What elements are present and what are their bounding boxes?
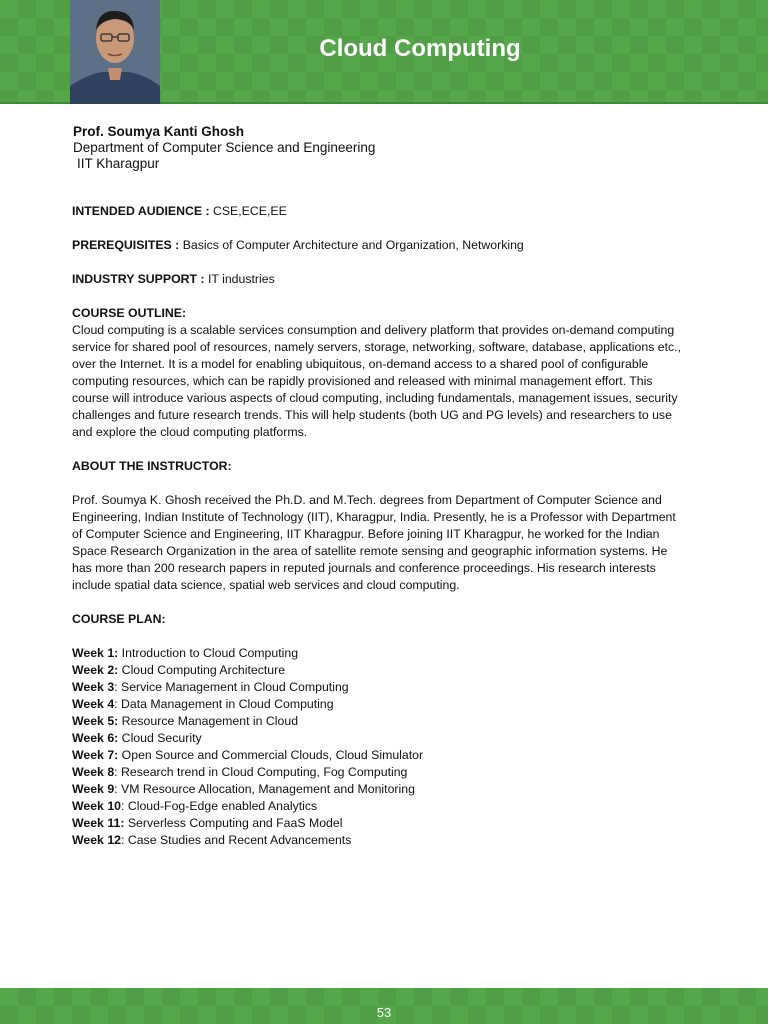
instructor-name: Prof. Soumya Kanti Ghosh: [73, 124, 245, 139]
week-item: [72, 747, 684, 764]
prerequisites-label: PREREQUISITES :: [72, 238, 180, 252]
week-item: [72, 781, 684, 798]
week-number: Week 5:: [72, 714, 119, 728]
week-number: Week 2:: [72, 663, 119, 677]
plan-heading: COURSE PLAN:: [72, 612, 166, 626]
week-topic: : Research trend in Cloud Computing, Fog Computing: [114, 765, 408, 779]
week-item: [72, 832, 684, 849]
audience-label: INTENDED AUDIENCE :: [72, 204, 210, 218]
prerequisites-line: [72, 237, 684, 254]
week-topic: Serverless Computing and FaaS Model: [124, 816, 343, 830]
course-content: [72, 203, 684, 849]
page-title: Cloud Computing: [319, 35, 521, 62]
week-number: Week 3: [72, 680, 115, 694]
page-number: 53: [376, 1005, 392, 1020]
instructor-photo: [70, 0, 160, 104]
week-item: [72, 645, 684, 662]
week-topic: : Cloud-Fog-Edge enabled Analytics: [121, 799, 318, 813]
outline-heading: COURSE OUTLINE:: [72, 306, 187, 320]
week-topic: : Data Management in Cloud Computing: [114, 697, 334, 711]
industry-label: INDUSTRY SUPPORT :: [72, 272, 205, 286]
week-number: Week 12: [72, 833, 121, 847]
week-number: Week 4: [72, 697, 115, 711]
week-topic: : Service Management in Cloud Computing: [114, 680, 349, 694]
industry-line: [72, 271, 684, 288]
industry-value: IT industries: [204, 272, 275, 286]
week-topic: : VM Resource Allocation, Management and Monitoring: [114, 782, 415, 796]
audience-line: [72, 203, 684, 220]
instructor-portrait-image: [70, 0, 160, 104]
week-number: Week 6:: [72, 731, 119, 745]
instructor-info: [73, 124, 375, 172]
week-number: Week 7:: [72, 748, 119, 762]
week-item: [72, 764, 684, 781]
instructor-institute: IIT Kharagpur: [77, 156, 160, 171]
prerequisites-value: Basics of Computer Architecture and Organization, Networking: [179, 238, 524, 252]
week-topic: Open Source and Commercial Clouds, Cloud Simulator: [118, 748, 424, 762]
week-number: Week 11:: [72, 816, 125, 830]
instructor-department: Department of Computer Science and Engineering: [73, 140, 376, 155]
week-item: [72, 815, 684, 832]
week-topic: : Case Studies and Recent Advancements: [121, 833, 352, 847]
week-item: [72, 679, 684, 696]
week-topic: Cloud Security: [118, 731, 202, 745]
week-topic: Introduction to Cloud Computing: [118, 646, 299, 660]
week-number: Week 8: [72, 765, 115, 779]
week-item: [72, 730, 684, 747]
week-number: Week 1:: [72, 646, 119, 660]
week-number: Week 9: [72, 782, 115, 796]
about-heading: ABOUT THE INSTRUCTOR:: [72, 459, 232, 473]
week-item: [72, 662, 684, 679]
about-text: Prof. Soumya K. Ghosh received the Ph.D. and M.Tech. degrees from Department of Computer Science and Engineering, Indian Institute of Technology (IIT), Kharagpur, India. Presently, he is a Professor with Department of Computer Science and Engineering, IIT Kharagpur. Before joining IIT Kharagpur, he worked for the Indian Space Research Organization in the area of satellite remote sensing and geographic information systems. He has more than 200 research papers in reputed journals and conference proceedings. His research interests include spatial data science, spatial web services and cloud computing.: [72, 493, 676, 592]
outline-text: Cloud computing is a scalable services consumption and delivery platform that provides on-demand computing service for shared pool of resources, namely servers, storage, networking, software, database, applications etc., over the Internet. It is a model for enabling ubiquitous, on-demand access to a shared pool of configurable computing resources, which can be rapidly provisioned and released with minimal management effort. This course will introduce various aspects of cloud computing, including fundamentals, management issues, security challenges and future research trends. This will help students (both UG and PG levels) and researchers to use and explore the cloud computing platforms.: [72, 323, 681, 439]
week-item: [72, 696, 684, 713]
week-item: [72, 713, 684, 730]
week-number: Week 10: [72, 799, 121, 813]
audience-value: CSE,ECE,EE: [209, 204, 287, 218]
week-topic: Resource Management in Cloud: [118, 714, 299, 728]
week-item: [72, 798, 684, 815]
week-topic: Cloud Computing Architecture: [118, 663, 286, 677]
